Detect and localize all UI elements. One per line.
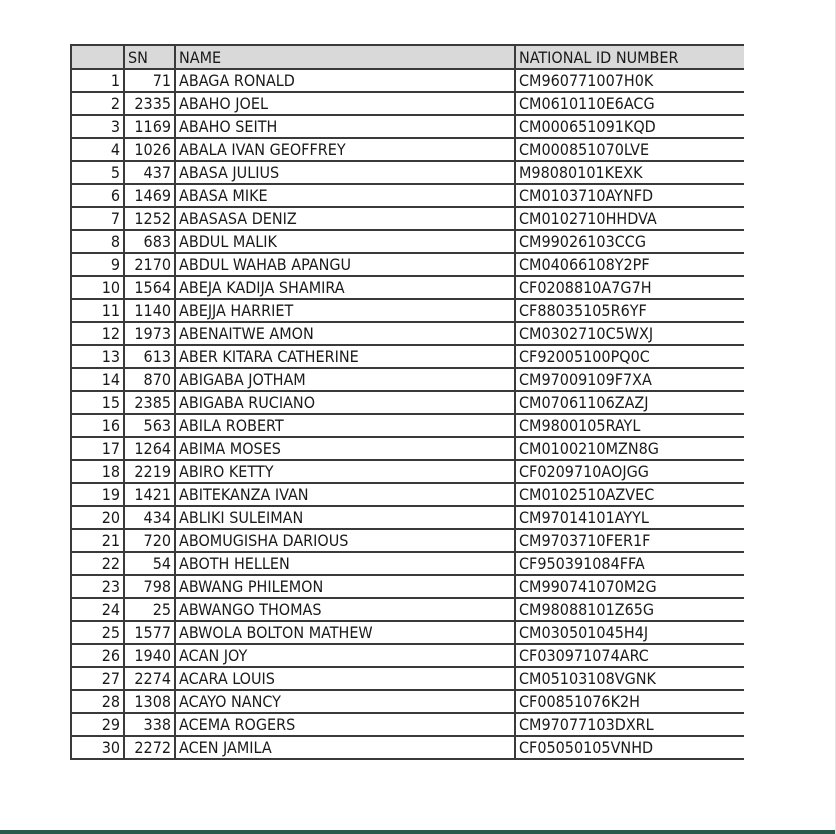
sn-cell: 2385	[124, 391, 175, 414]
table-row	[71, 483, 744, 506]
table-row	[71, 322, 744, 345]
name-cell: ABASASA DENIZ	[175, 207, 515, 230]
row-index-cell: 3	[71, 115, 124, 138]
sn-cell: 1564	[124, 276, 175, 299]
row-index-cell: 8	[71, 230, 124, 253]
table-row	[71, 345, 744, 368]
table-header	[71, 45, 744, 69]
sn-cell: 1308	[124, 690, 175, 713]
name-cell: ACEN JAMILA	[175, 736, 515, 759]
table-row	[71, 299, 744, 322]
row-index-cell: 7	[71, 207, 124, 230]
table-row	[71, 414, 744, 437]
national-id-cell: CF05050105VNHD	[515, 736, 744, 759]
name-cell: ABEJA KADIJA SHAMIRA	[175, 276, 515, 299]
name-cell: ABWOLA BOLTON MATHEW	[175, 621, 515, 644]
national-id-cell: CF0209710AOJGG	[515, 460, 744, 483]
table-row	[71, 253, 744, 276]
name-cell: ABER KITARA CATHERINE	[175, 345, 515, 368]
row-index-cell: 19	[71, 483, 124, 506]
name-cell: ACARA LOUIS	[175, 667, 515, 690]
row-index-cell: 14	[71, 368, 124, 391]
national-id-cell: CM99026103CCG	[515, 230, 744, 253]
row-index-cell: 4	[71, 138, 124, 161]
row-index-cell: 16	[71, 414, 124, 437]
table-row	[71, 230, 744, 253]
sn-cell: 563	[124, 414, 175, 437]
name-cell: ABIGABA RUCIANO	[175, 391, 515, 414]
table-row	[71, 161, 744, 184]
sn-cell: 1940	[124, 644, 175, 667]
row-index-cell: 2	[71, 92, 124, 115]
roster-table	[70, 44, 744, 760]
sn-column-header: SN	[124, 45, 175, 69]
name-cell: ABDUL MALIK	[175, 230, 515, 253]
table-row	[71, 644, 744, 667]
national-id-cell: CF92005100PQ0C	[515, 345, 744, 368]
sn-cell: 437	[124, 161, 175, 184]
table-row	[71, 713, 744, 736]
table-row	[71, 506, 744, 529]
row-index-cell: 10	[71, 276, 124, 299]
row-index-cell: 11	[71, 299, 124, 322]
national-id-cell: CM030501045H4J	[515, 621, 744, 644]
row-index-cell: 22	[71, 552, 124, 575]
name-cell: ACAN JOY	[175, 644, 515, 667]
sn-cell: 1421	[124, 483, 175, 506]
row-index-cell: 9	[71, 253, 124, 276]
table-row	[71, 437, 744, 460]
row-index-cell: 21	[71, 529, 124, 552]
table-row	[71, 391, 744, 414]
name-cell: ABENAITWE AMON	[175, 322, 515, 345]
sn-cell: 2219	[124, 460, 175, 483]
table-row	[71, 92, 744, 115]
header-row	[71, 45, 744, 69]
table-row	[71, 69, 744, 92]
name-cell: ABIRO KETTY	[175, 460, 515, 483]
sn-cell: 1577	[124, 621, 175, 644]
row-index-cell: 28	[71, 690, 124, 713]
sn-cell: 1264	[124, 437, 175, 460]
sn-cell: 1973	[124, 322, 175, 345]
sn-cell: 683	[124, 230, 175, 253]
table-row	[71, 621, 744, 644]
row-index-cell: 20	[71, 506, 124, 529]
sn-cell: 613	[124, 345, 175, 368]
table-row	[71, 115, 744, 138]
name-cell: ABOMUGISHA DARIOUS	[175, 529, 515, 552]
name-cell: ABASA MIKE	[175, 184, 515, 207]
sn-cell: 1252	[124, 207, 175, 230]
row-index-cell: 6	[71, 184, 124, 207]
national-id-cell: CM990741070M2G	[515, 575, 744, 598]
national-id-cell: CM0103710AYNFD	[515, 184, 744, 207]
name-cell: ABAHO SEITH	[175, 115, 515, 138]
row-index-cell: 29	[71, 713, 124, 736]
sn-cell: 2272	[124, 736, 175, 759]
national-id-cell: CM0102710HHDVA	[515, 207, 744, 230]
national-id-cell: CM04066108Y2PF	[515, 253, 744, 276]
table-row	[71, 736, 744, 759]
sn-cell: 1140	[124, 299, 175, 322]
name-cell: ACAYO NANCY	[175, 690, 515, 713]
national-id-cell: CF030971074ARC	[515, 644, 744, 667]
national-id-cell: CF0208810A7G7H	[515, 276, 744, 299]
row-index-cell: 12	[71, 322, 124, 345]
sn-cell: 2335	[124, 92, 175, 115]
table-row	[71, 368, 744, 391]
table-row	[71, 667, 744, 690]
table-row	[71, 575, 744, 598]
row-index-cell: 1	[71, 69, 124, 92]
sn-cell: 54	[124, 552, 175, 575]
sn-cell: 1026	[124, 138, 175, 161]
national-id-cell: CF88035105R6YF	[515, 299, 744, 322]
name-cell: ABWANG PHILEMON	[175, 575, 515, 598]
table-row	[71, 184, 744, 207]
row-index-cell: 17	[71, 437, 124, 460]
name-cell: ABASA JULIUS	[175, 161, 515, 184]
table-row	[71, 690, 744, 713]
sn-cell: 870	[124, 368, 175, 391]
row-index-cell: 26	[71, 644, 124, 667]
sn-cell: 798	[124, 575, 175, 598]
sn-cell: 2170	[124, 253, 175, 276]
national-id-cell: CM98088101Z65G	[515, 598, 744, 621]
row-index-cell: 15	[71, 391, 124, 414]
name-cell: ABIGABA JOTHAM	[175, 368, 515, 391]
row-index-cell: 13	[71, 345, 124, 368]
name-column-header: NAME	[175, 45, 515, 69]
national-id-cell: CM05103108VGNK	[515, 667, 744, 690]
table-row	[71, 207, 744, 230]
table-body	[71, 69, 744, 759]
table-row	[71, 460, 744, 483]
name-cell: ABAHO JOEL	[175, 92, 515, 115]
national-id-column-header: NATIONAL ID NUMBER	[515, 45, 744, 69]
national-id-cell: CM0100210MZN8G	[515, 437, 744, 460]
name-cell: ABWANGO THOMAS	[175, 598, 515, 621]
national-id-cell: CM97077103DXRL	[515, 713, 744, 736]
table-row	[71, 552, 744, 575]
name-cell: ABITEKANZA IVAN	[175, 483, 515, 506]
national-id-cell: CM07061106ZAZJ	[515, 391, 744, 414]
bottom-edge-bar	[0, 830, 836, 834]
name-cell: ABLIKI SULEIMAN	[175, 506, 515, 529]
sn-cell: 71	[124, 69, 175, 92]
sn-cell: 720	[124, 529, 175, 552]
row-index-cell: 5	[71, 161, 124, 184]
sn-cell: 1169	[124, 115, 175, 138]
roster-sheet	[70, 44, 744, 834]
name-cell: ACEMA ROGERS	[175, 713, 515, 736]
national-id-cell: CM0102510AZVEC	[515, 483, 744, 506]
national-id-cell: CM0302710C5WXJ	[515, 322, 744, 345]
table-row	[71, 276, 744, 299]
row-index-cell: 27	[71, 667, 124, 690]
sn-cell: 1469	[124, 184, 175, 207]
row-index-cell: 18	[71, 460, 124, 483]
name-cell: ABIMA MOSES	[175, 437, 515, 460]
national-id-cell: CM97009109F7XA	[515, 368, 744, 391]
sn-cell: 338	[124, 713, 175, 736]
row-index-cell: 24	[71, 598, 124, 621]
row-index-cell: 30	[71, 736, 124, 759]
national-id-cell: CF950391084FFA	[515, 552, 744, 575]
table-row	[71, 529, 744, 552]
sn-cell: 25	[124, 598, 175, 621]
row-index-cell: 23	[71, 575, 124, 598]
row-index-cell: 25	[71, 621, 124, 644]
national-id-cell: CM000851070LVE	[515, 138, 744, 161]
table-row	[71, 138, 744, 161]
table-row	[71, 598, 744, 621]
sn-cell: 434	[124, 506, 175, 529]
name-cell: ABOTH HELLEN	[175, 552, 515, 575]
index-column-header	[71, 45, 124, 69]
national-id-cell: M98080101KEXK	[515, 161, 744, 184]
name-cell: ABDUL WAHAB APANGU	[175, 253, 515, 276]
name-cell: ABAGA RONALD	[175, 69, 515, 92]
national-id-cell: CM0610110E6ACG	[515, 92, 744, 115]
national-id-cell: CM9800105RAYL	[515, 414, 744, 437]
name-cell: ABALA IVAN GEOFFREY	[175, 138, 515, 161]
national-id-cell: CM000651091KQD	[515, 115, 744, 138]
national-id-cell: CM960771007H0K	[515, 69, 744, 92]
name-cell: ABILA ROBERT	[175, 414, 515, 437]
national-id-cell: CM9703710FER1F	[515, 529, 744, 552]
national-id-cell: CF00851076K2H	[515, 690, 744, 713]
sn-cell: 2274	[124, 667, 175, 690]
name-cell: ABEJJA HARRIET	[175, 299, 515, 322]
national-id-cell: CM97014101AYYL	[515, 506, 744, 529]
